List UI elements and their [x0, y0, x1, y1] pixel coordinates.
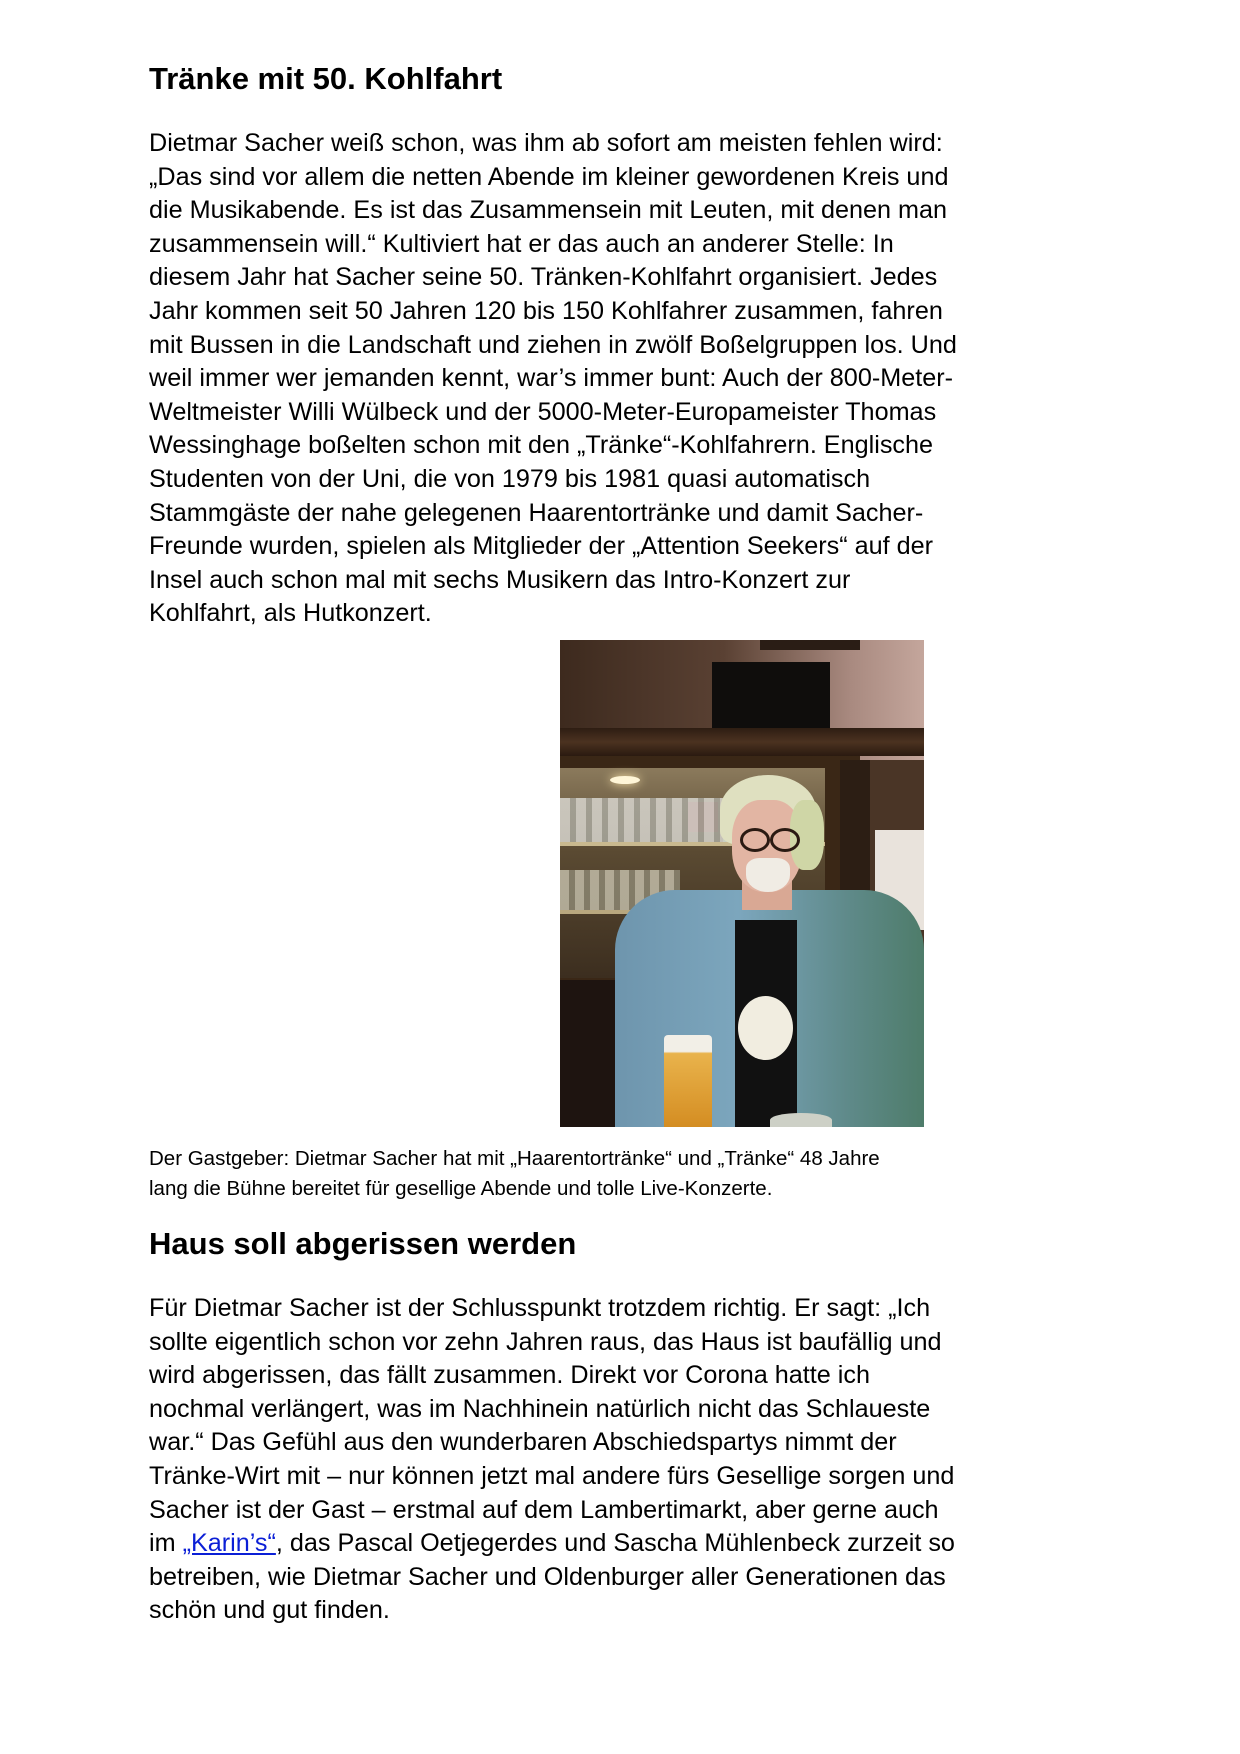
text-line-with-link — [149, 1527, 955, 1561]
text-line: Kohlfahrt, als Hutkonzert. — [149, 599, 432, 628]
text-line: schön und gut finden. — [149, 1596, 390, 1625]
text-line: betreiben, wie Dietmar Sacher und Oldenburger aller Generationen das — [149, 1562, 946, 1591]
photo-shelf-top — [560, 728, 924, 756]
text-line: nochmal verlängert, was im Nachhinein natürlich nicht das Schlaueste — [149, 1394, 931, 1423]
photo-spectacles — [740, 828, 770, 852]
photo-glass — [770, 1113, 832, 1127]
text-line: Insel auch schon mal mit sechs Musikern das Intro-Konzert zur — [149, 565, 851, 594]
text-line: mit Bussen in die Landschaft und ziehen in zwölf Boßelgruppen los. Und — [149, 330, 957, 359]
text-line: diesem Jahr hat Sacher seine 50. Tränken-Kohlfahrt organisiert. Jedes — [149, 263, 938, 292]
photo-speaker — [712, 662, 830, 732]
paragraph-abriss — [149, 1292, 955, 1628]
photo-tshirt-logo — [738, 996, 793, 1060]
text-line: Dietmar Sacher weiß schon, was ihm ab sofort am meisten fehlen wird: — [149, 129, 943, 157]
section-heading-kohlfahrt: Tränke mit 50. Kohlfahrt — [149, 61, 503, 96]
text-line: Stammgäste der nahe gelegenen Haarentortränke und damit Sacher- — [149, 498, 924, 527]
text-line: Sacher ist der Gast – erstmal auf dem Lambertimarkt, aber gerne auch — [149, 1495, 939, 1524]
text-line: weil immer wer jemanden kennt, war’s immer bunt: Auch der 800-Meter- — [149, 364, 953, 393]
karins-link[interactable]: „Karin’s“ — [182, 1529, 276, 1558]
text-line: Für Dietmar Sacher ist der Schlusspunkt trotzdem richtig. Er sagt: „Ich — [149, 1294, 931, 1322]
photo-ceiling — [760, 640, 860, 650]
paragraph-kohlfahrt — [149, 127, 957, 631]
text-line: Freunde wurden, spielen als Mitglieder der „Attention Seekers“ auf der — [149, 532, 934, 561]
text-line: wird abgerissen, das fällt zusammen. Direkt vor Corona hatte ich — [149, 1361, 870, 1390]
photo-caption — [149, 1144, 880, 1204]
link-prefix: im — [149, 1529, 183, 1558]
text-line: Wessinghage boßelten schon mit den „Tränke“-Kohlfahrern. Englische — [149, 431, 934, 460]
link-suffix: , das Pascal Oetjegerdes und Sascha Mühlenbeck zurzeit so — [275, 1529, 955, 1558]
photo-beer-glass — [664, 1035, 712, 1127]
text-line: sollte eigentlich schon vor zehn Jahren raus, das Haus ist baufällig und — [149, 1327, 942, 1356]
text-line: Tränke-Wirt mit – nur können jetzt mal andere fürs Gesellige sorgen und — [149, 1461, 955, 1490]
text-line: war.“ Das Gefühl aus den wunderbaren Abschiedspartys nimmt der — [149, 1428, 897, 1457]
text-line: zusammensein will.“ Kultiviert hat er das auch an anderer Stelle: In — [149, 229, 894, 258]
caption-line: lang die Bühne bereitet für gesellige Abende und tolle Live-Konzerte. — [149, 1177, 773, 1200]
portrait-photo — [560, 640, 924, 1127]
photo-spectacles — [770, 828, 800, 852]
text-line: die Musikabende. Es ist das Zusammensein mit Leuten, mit denen man — [149, 196, 948, 225]
text-line: „Das sind vor allem die netten Abende im kleiner gewordenen Kreis und — [149, 162, 949, 191]
caption-line: Der Gastgeber: Dietmar Sacher hat mit „Haarentortränke“ und „Tränke“ 48 Jahre — [149, 1147, 880, 1170]
text-line: Weltmeister Willi Wülbeck und der 5000-Meter-Europameister Thomas — [149, 397, 937, 426]
photo-beard — [746, 858, 790, 892]
text-line: Studenten von der Uni, die von 1979 bis 1981 quasi automatisch — [149, 464, 871, 493]
section-heading-abriss: Haus soll abgerissen werden — [149, 1226, 577, 1261]
photo-lamp — [610, 776, 640, 784]
text-line: Jahr kommen seit 50 Jahren 120 bis 150 Kohlfahrer zusammen, fahren — [149, 296, 943, 325]
